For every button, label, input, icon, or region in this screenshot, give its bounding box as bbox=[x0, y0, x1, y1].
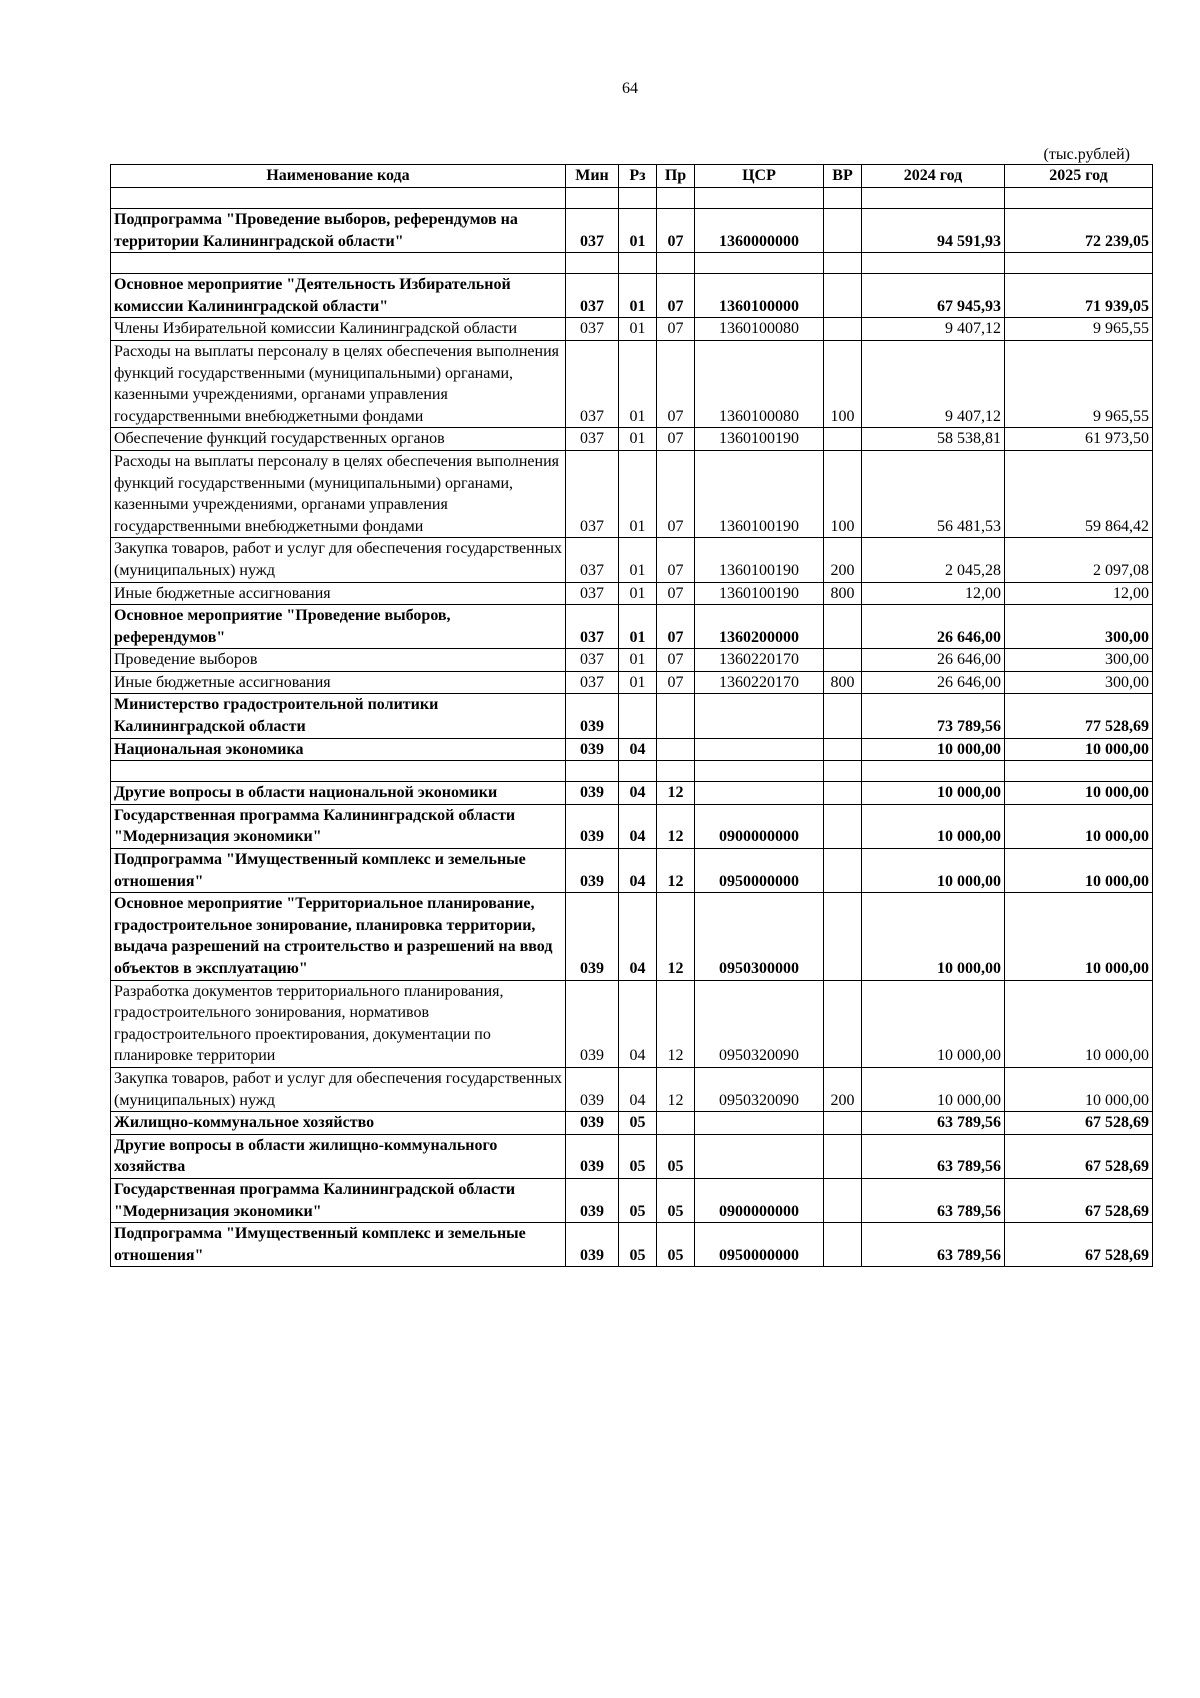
cell-name: Иные бюджетные ассигнования bbox=[111, 582, 566, 605]
cell-name: Расходы на выплаты персоналу в целях обеспечения выполнения функций государственными (муниципальными) органами, казенными учреждениями, органами управления государственными внебюджетными фондами bbox=[111, 450, 566, 537]
cell-name: Основное мероприятие "Проведение выборов, референдумов" bbox=[111, 605, 566, 649]
cell-y2024: 9 407,12 bbox=[862, 340, 1005, 427]
cell-y2024: 10 000,00 bbox=[862, 782, 1005, 805]
cell-min: 037 bbox=[566, 209, 619, 253]
cell-y2025: 2 097,08 bbox=[1005, 538, 1153, 582]
cell-pr: 07 bbox=[657, 671, 695, 694]
cell-y2025: 67 528,69 bbox=[1005, 1223, 1153, 1267]
cell-rz: 01 bbox=[619, 209, 657, 253]
cell-min: 039 bbox=[566, 738, 619, 761]
cell-min: 039 bbox=[566, 893, 619, 980]
cell-name: Обеспечение функций государственных органов bbox=[111, 428, 566, 451]
table-row bbox=[111, 782, 1153, 805]
cell-name: Другие вопросы в области национальной экономики bbox=[111, 782, 566, 805]
cell-rz: 04 bbox=[619, 849, 657, 893]
cell-pr: 07 bbox=[657, 209, 695, 253]
cell-vr: 200 bbox=[824, 538, 862, 582]
table-row bbox=[111, 538, 1153, 582]
spacer-row bbox=[111, 188, 1153, 209]
table-row bbox=[111, 1134, 1153, 1178]
cell-vr bbox=[824, 980, 862, 1067]
table-row bbox=[111, 804, 1153, 848]
spacer-row bbox=[111, 761, 1153, 782]
cell-y2024: 26 646,00 bbox=[862, 671, 1005, 694]
header-rz: Рз bbox=[619, 165, 657, 188]
cell-pr: 07 bbox=[657, 450, 695, 537]
table-row bbox=[111, 1178, 1153, 1222]
cell-min: 039 bbox=[566, 1067, 619, 1111]
cell-pr: 12 bbox=[657, 1067, 695, 1111]
cell-vr bbox=[824, 849, 862, 893]
cell-y2025: 67 528,69 bbox=[1005, 1178, 1153, 1222]
cell-name: Члены Избирательной комиссии Калининградской области bbox=[111, 318, 566, 341]
cell-name: Государственная программа Калининградской области "Модернизация экономики" bbox=[111, 1178, 566, 1222]
cell-vr: 200 bbox=[824, 1067, 862, 1111]
cell-min: 039 bbox=[566, 1134, 619, 1178]
cell-y2024: 63 789,56 bbox=[862, 1134, 1005, 1178]
cell-name: Национальная экономика bbox=[111, 738, 566, 761]
header-name: Наименование кода bbox=[111, 165, 566, 188]
cell-y2024: 10 000,00 bbox=[862, 893, 1005, 980]
cell-rz: 04 bbox=[619, 804, 657, 848]
cell-csr: 0900000000 bbox=[695, 1178, 824, 1222]
cell-y2025: 72 239,05 bbox=[1005, 209, 1153, 253]
table-row bbox=[111, 893, 1153, 980]
table-header-row bbox=[111, 165, 1153, 188]
cell-csr: 0950000000 bbox=[695, 849, 824, 893]
cell-pr: 07 bbox=[657, 318, 695, 341]
cell-y2025: 300,00 bbox=[1005, 605, 1153, 649]
cell-rz: 01 bbox=[619, 605, 657, 649]
cell-y2024: 2 045,28 bbox=[862, 538, 1005, 582]
cell-vr bbox=[824, 694, 862, 738]
header-2024: 2024 год bbox=[862, 165, 1005, 188]
table-row bbox=[111, 274, 1153, 318]
table-row bbox=[111, 605, 1153, 649]
cell-pr bbox=[657, 738, 695, 761]
cell-pr: 12 bbox=[657, 980, 695, 1067]
cell-y2024: 12,00 bbox=[862, 582, 1005, 605]
cell-csr: 1360220170 bbox=[695, 671, 824, 694]
cell-pr: 07 bbox=[657, 582, 695, 605]
header-min: Мин bbox=[566, 165, 619, 188]
header-2025: 2025 год bbox=[1005, 165, 1153, 188]
cell-min: 039 bbox=[566, 694, 619, 738]
cell-y2024: 10 000,00 bbox=[862, 738, 1005, 761]
table-row bbox=[111, 694, 1153, 738]
cell-rz: 05 bbox=[619, 1178, 657, 1222]
cell-y2025: 77 528,69 bbox=[1005, 694, 1153, 738]
cell-y2025: 9 965,55 bbox=[1005, 318, 1153, 341]
cell-y2024: 73 789,56 bbox=[862, 694, 1005, 738]
cell-csr bbox=[695, 694, 824, 738]
cell-rz: 01 bbox=[619, 428, 657, 451]
cell-csr: 1360000000 bbox=[695, 209, 824, 253]
cell-name: Проведение выборов bbox=[111, 649, 566, 672]
table-row bbox=[111, 849, 1153, 893]
cell-y2024: 10 000,00 bbox=[862, 849, 1005, 893]
cell-vr: 800 bbox=[824, 671, 862, 694]
cell-vr bbox=[824, 1112, 862, 1135]
cell-y2024: 26 646,00 bbox=[862, 605, 1005, 649]
cell-name: Подпрограмма "Имущественный комплекс и земельные отношения" bbox=[111, 849, 566, 893]
cell-y2024: 58 538,81 bbox=[862, 428, 1005, 451]
cell-min: 039 bbox=[566, 804, 619, 848]
cell-name: Подпрограмма "Имущественный комплекс и земельные отношения" bbox=[111, 1223, 566, 1267]
header-pr: Пр bbox=[657, 165, 695, 188]
cell-csr: 1360100080 bbox=[695, 318, 824, 341]
cell-rz: 01 bbox=[619, 340, 657, 427]
cell-min: 037 bbox=[566, 671, 619, 694]
cell-y2025: 59 864,42 bbox=[1005, 450, 1153, 537]
header-csr: ЦСР bbox=[695, 165, 824, 188]
cell-rz: 04 bbox=[619, 738, 657, 761]
table-row bbox=[111, 649, 1153, 672]
cell-pr: 05 bbox=[657, 1134, 695, 1178]
cell-min: 037 bbox=[566, 428, 619, 451]
spacer-row bbox=[111, 253, 1153, 274]
table-row bbox=[111, 1223, 1153, 1267]
cell-y2025: 10 000,00 bbox=[1005, 804, 1153, 848]
cell-vr: 100 bbox=[824, 450, 862, 537]
cell-vr: 800 bbox=[824, 582, 862, 605]
cell-min: 037 bbox=[566, 649, 619, 672]
cell-vr bbox=[824, 1223, 862, 1267]
table-row bbox=[111, 1067, 1153, 1111]
cell-pr: 07 bbox=[657, 428, 695, 451]
cell-rz: 05 bbox=[619, 1223, 657, 1267]
cell-min: 037 bbox=[566, 538, 619, 582]
table-row bbox=[111, 209, 1153, 253]
cell-y2024: 56 481,53 bbox=[862, 450, 1005, 537]
cell-pr: 07 bbox=[657, 605, 695, 649]
cell-y2024: 63 789,56 bbox=[862, 1178, 1005, 1222]
cell-min: 039 bbox=[566, 782, 619, 805]
cell-csr: 1360100190 bbox=[695, 538, 824, 582]
cell-min: 039 bbox=[566, 849, 619, 893]
cell-y2025: 10 000,00 bbox=[1005, 893, 1153, 980]
cell-csr: 0950300000 bbox=[695, 893, 824, 980]
cell-y2025: 9 965,55 bbox=[1005, 340, 1153, 427]
cell-csr: 1360200000 bbox=[695, 605, 824, 649]
cell-y2025: 10 000,00 bbox=[1005, 980, 1153, 1067]
cell-name: Закупка товаров, работ и услуг для обеспечения государственных (муниципальных) нужд bbox=[111, 538, 566, 582]
cell-name: Жилищно-коммунальное хозяйство bbox=[111, 1112, 566, 1135]
cell-y2025: 67 528,69 bbox=[1005, 1134, 1153, 1178]
cell-name: Другие вопросы в области жилищно-коммунального хозяйства bbox=[111, 1134, 566, 1178]
cell-y2024: 10 000,00 bbox=[862, 1067, 1005, 1111]
cell-rz: 04 bbox=[619, 980, 657, 1067]
cell-vr bbox=[824, 274, 862, 318]
cell-rz: 05 bbox=[619, 1112, 657, 1135]
cell-vr bbox=[824, 1178, 862, 1222]
cell-vr bbox=[824, 1134, 862, 1178]
cell-vr: 100 bbox=[824, 340, 862, 427]
cell-csr: 1360220170 bbox=[695, 649, 824, 672]
cell-y2025: 71 939,05 bbox=[1005, 274, 1153, 318]
cell-rz: 04 bbox=[619, 782, 657, 805]
table-row bbox=[111, 428, 1153, 451]
cell-rz: 01 bbox=[619, 582, 657, 605]
cell-csr: 1360100190 bbox=[695, 428, 824, 451]
cell-min: 037 bbox=[566, 450, 619, 537]
cell-pr: 12 bbox=[657, 782, 695, 805]
cell-csr: 0950320090 bbox=[695, 1067, 824, 1111]
cell-pr: 07 bbox=[657, 649, 695, 672]
cell-vr bbox=[824, 605, 862, 649]
cell-rz bbox=[619, 694, 657, 738]
cell-name: Закупка товаров, работ и услуг для обеспечения государственных (муниципальных) нужд bbox=[111, 1067, 566, 1111]
cell-vr bbox=[824, 209, 862, 253]
cell-rz: 01 bbox=[619, 318, 657, 341]
cell-pr: 12 bbox=[657, 804, 695, 848]
cell-csr: 0900000000 bbox=[695, 804, 824, 848]
table-row bbox=[111, 738, 1153, 761]
cell-min: 037 bbox=[566, 340, 619, 427]
cell-min: 037 bbox=[566, 582, 619, 605]
cell-name: Основное мероприятие "Деятельность Избирательной комиссии Калининградской области" bbox=[111, 274, 566, 318]
cell-csr: 1360100190 bbox=[695, 582, 824, 605]
cell-pr: 05 bbox=[657, 1223, 695, 1267]
cell-csr bbox=[695, 738, 824, 761]
cell-name: Основное мероприятие "Территориальное планирование, градостроительное зонирование, планировка территории, выдача разрешений на строительство и разрешений на ввод объектов в эксплуатацию" bbox=[111, 893, 566, 980]
cell-y2025: 300,00 bbox=[1005, 671, 1153, 694]
cell-min: 037 bbox=[566, 605, 619, 649]
cell-y2024: 10 000,00 bbox=[862, 980, 1005, 1067]
cell-rz: 04 bbox=[619, 1067, 657, 1111]
cell-rz: 01 bbox=[619, 274, 657, 318]
cell-vr bbox=[824, 428, 862, 451]
cell-name: Иные бюджетные ассигнования bbox=[111, 671, 566, 694]
cell-csr: 0950320090 bbox=[695, 980, 824, 1067]
cell-min: 037 bbox=[566, 318, 619, 341]
cell-name: Министерство градостроительной политики Калининградской области bbox=[111, 694, 566, 738]
cell-vr bbox=[824, 738, 862, 761]
cell-y2025: 10 000,00 bbox=[1005, 849, 1153, 893]
cell-y2025: 67 528,69 bbox=[1005, 1112, 1153, 1135]
cell-min: 039 bbox=[566, 1112, 619, 1135]
cell-y2024: 63 789,56 bbox=[862, 1112, 1005, 1135]
cell-y2025: 10 000,00 bbox=[1005, 738, 1153, 761]
cell-pr: 12 bbox=[657, 893, 695, 980]
cell-y2024: 94 591,93 bbox=[862, 209, 1005, 253]
cell-pr: 12 bbox=[657, 849, 695, 893]
cell-csr: 1360100000 bbox=[695, 274, 824, 318]
cell-y2025: 12,00 bbox=[1005, 582, 1153, 605]
cell-rz: 04 bbox=[619, 893, 657, 980]
cell-csr: 1360100080 bbox=[695, 340, 824, 427]
cell-rz: 01 bbox=[619, 649, 657, 672]
cell-csr bbox=[695, 1134, 824, 1178]
cell-name: Государственная программа Калининградской области "Модернизация экономики" bbox=[111, 804, 566, 848]
cell-rz: 01 bbox=[619, 671, 657, 694]
units-label: (тыс.рублей) bbox=[1043, 146, 1130, 163]
cell-rz: 01 bbox=[619, 538, 657, 582]
cell-y2024: 67 945,93 bbox=[862, 274, 1005, 318]
cell-y2024: 10 000,00 bbox=[862, 804, 1005, 848]
cell-rz: 01 bbox=[619, 450, 657, 537]
cell-csr: 1360100190 bbox=[695, 450, 824, 537]
cell-vr bbox=[824, 893, 862, 980]
budget-table bbox=[110, 164, 1153, 1267]
cell-vr bbox=[824, 649, 862, 672]
cell-min: 039 bbox=[566, 1223, 619, 1267]
cell-pr bbox=[657, 694, 695, 738]
cell-y2024: 9 407,12 bbox=[862, 318, 1005, 341]
cell-vr bbox=[824, 318, 862, 341]
cell-csr: 0950000000 bbox=[695, 1223, 824, 1267]
cell-name: Подпрограмма "Проведение выборов, референдумов на территории Калининградской области" bbox=[111, 209, 566, 253]
table-row bbox=[111, 980, 1153, 1067]
cell-vr bbox=[824, 804, 862, 848]
cell-min: 039 bbox=[566, 980, 619, 1067]
cell-y2025: 10 000,00 bbox=[1005, 1067, 1153, 1111]
cell-pr: 07 bbox=[657, 340, 695, 427]
cell-y2025: 61 973,50 bbox=[1005, 428, 1153, 451]
table-row bbox=[111, 450, 1153, 537]
header-vr: ВР bbox=[824, 165, 862, 188]
table-row bbox=[111, 340, 1153, 427]
cell-y2025: 300,00 bbox=[1005, 649, 1153, 672]
page-number: 64 bbox=[622, 80, 638, 97]
table-row bbox=[111, 318, 1153, 341]
cell-pr bbox=[657, 1112, 695, 1135]
cell-min: 037 bbox=[566, 274, 619, 318]
cell-y2024: 63 789,56 bbox=[862, 1223, 1005, 1267]
cell-csr bbox=[695, 1112, 824, 1135]
table-body bbox=[111, 188, 1153, 1267]
cell-y2024: 26 646,00 bbox=[862, 649, 1005, 672]
table-row bbox=[111, 1112, 1153, 1135]
cell-name: Расходы на выплаты персоналу в целях обеспечения выполнения функций государственными (муниципальными) органами, казенными учреждениями, органами управления государственными внебюджетными фондами bbox=[111, 340, 566, 427]
cell-pr: 07 bbox=[657, 538, 695, 582]
cell-vr bbox=[824, 782, 862, 805]
table-row bbox=[111, 671, 1153, 694]
cell-y2025: 10 000,00 bbox=[1005, 782, 1153, 805]
table-row bbox=[111, 582, 1153, 605]
cell-pr: 07 bbox=[657, 274, 695, 318]
cell-csr bbox=[695, 782, 824, 805]
cell-rz: 05 bbox=[619, 1134, 657, 1178]
cell-name: Разработка документов территориального планирования, градостроительного зонирования, нормативов градостроительного проектирования, документации по планировке территории bbox=[111, 980, 566, 1067]
cell-min: 039 bbox=[566, 1178, 619, 1222]
cell-pr: 05 bbox=[657, 1178, 695, 1222]
